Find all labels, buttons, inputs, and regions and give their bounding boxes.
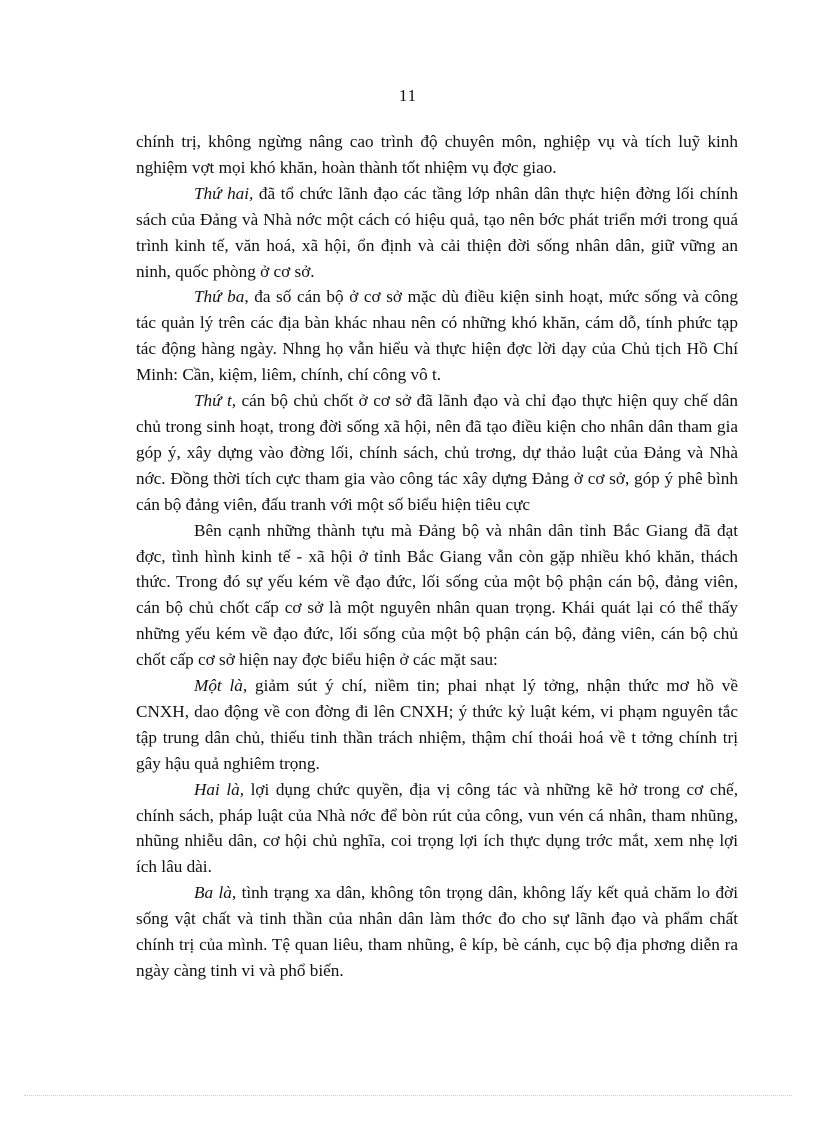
paragraph-lead: Thứ t, xyxy=(194,391,237,411)
paragraph-thu-ba xyxy=(136,284,738,388)
paragraph-text: , đa số cán bộ ở cơ sở mặc dù điều kiện sinh hoạt, mức sống và công tác quản lý trên các địa bàn khác nhau nên có những khó khăn, cám dỗ, tính phức tạp tác động hàng ngày. Nhng họ vẫn hiểu và thực hiện đợc lời dạy của Chủ tịch Hồ Chí Minh: Cần, kiệm, liêm, chính, chí công vô t. xyxy=(136,287,738,385)
paragraph-lead: Thứ ba xyxy=(194,287,245,307)
paragraph-thu-tu xyxy=(136,388,738,518)
document-body xyxy=(136,129,738,984)
footer-divider xyxy=(24,1095,792,1096)
paragraph-text: Bên cạnh những thành tựu mà Đảng bộ và nhân dân tỉnh Bắc Giang đã đạt đợc, tình hình kinh tế - xã hội ở tỉnh Bắc Giang vẫn còn gặp nhiều khó khăn, thách thức. Trong đó sự yếu kém về đạo đức, lối sống của một bộ phận cán bộ, đảng viên, cán bộ chủ chốt cấp cơ sở là một nguyên nhân quan trọng. Khái quát lại có thể thấy những yếu kém về đạo đức, lối sống của một bộ phận cán bộ, đảng viên, cán bộ chủ chốt cấp cơ sở hiện nay đợc biểu hiện ở các mặt sau: xyxy=(136,520,738,670)
page-number: 11 xyxy=(398,86,418,105)
paragraph-lead: Một là xyxy=(194,676,243,696)
paragraph-text: đã tổ chức lãnh đạo các tầng lớp nhân dân thực hiện đờng lối chính sách của Đảng và Nhà nớc một cách có hiệu quả, tạo nên bớc phát triển mới trong quá trình kinh tế, văn hoá, xã hội, ổn định và cải thiện đời sống nhân dân, giữ vững an ninh, quốc phòng ở cơ sở. xyxy=(136,183,738,281)
paragraph-continuation xyxy=(136,129,738,181)
paragraph-lead: Thứ hai, xyxy=(194,183,254,203)
paragraph-text: tình trạng xa dân, không tôn trọng dân, không lấy kết quả chăm lo đời sống vật chất và tinh thần của nhân dân làm thớc đo cho sự lãnh đạo và phẩm chất chính trị của mình. Tệ quan liêu, tham nhũng, ê kíp, bè cánh, cục bộ địa phơng diễn ra ngày càng tinh vi và phổ biến. xyxy=(136,883,738,980)
paragraph-text: , giảm sút ý chí, niềm tin; phai nhạt lý tởng, nhận thức mơ hồ về CNXH, dao động về con đờng đi lên CNXH; ý thức kỷ luật kém, vi phạm nguyên tắc tập trung dân chủ, thiếu tinh thần trách nhiệm, thậm chí thoái hoá về t tởng chính trị gây hậu quả nghiêm trọng. xyxy=(136,676,738,773)
paragraph-hai-la xyxy=(136,777,738,881)
paragraph-ba-la xyxy=(136,880,738,984)
paragraph-thu-hai xyxy=(136,181,738,285)
paragraph-text: lợi dụng chức quyền, địa vị công tác và những kẽ hở trong cơ chế, chính sách, pháp luật của Nhà nớc để bòn rút của công, vun vén cá nhân, tham nhũng, nhũng nhiễu dân, cơ hội chủ nghĩa, coi trọng lợi ích thực dụng trớc mắt, xem nhẹ lợi ích lâu dài. xyxy=(136,779,738,877)
paragraph-lead: Ba là, xyxy=(194,883,237,903)
paragraph-ben-canh xyxy=(136,518,738,673)
paragraph-text: cán bộ chủ chốt ở cơ sở đã lãnh đạo và chỉ đạo thực hiện quy chế dân chủ trong sinh hoạt, trong đời sống xã hội, nên đã tạo điều kiện cho nhân dân tham gia góp ý, xây dựng vào đờng lối, chính sách, chủ trơng, dự thảo luật của Đảng và Nhà nớc. Đồng thời tích cực tham gia vào công tác xây dựng Đảng ở cơ sở, góp ý phê bình cán bộ đảng viên, đấu tranh với một số biểu hiện tiêu cực xyxy=(136,391,738,514)
paragraph-text: chính trị, không ngừng nâng cao trình độ chuyên môn, nghiệp vụ và tích luỹ kinh nghiệm vợt mọi khó khăn, hoàn thành tốt nhiệm vụ đợc giao. xyxy=(136,132,738,177)
paragraph-lead: Hai là, xyxy=(194,779,245,799)
paragraph-mot-la xyxy=(136,673,738,777)
